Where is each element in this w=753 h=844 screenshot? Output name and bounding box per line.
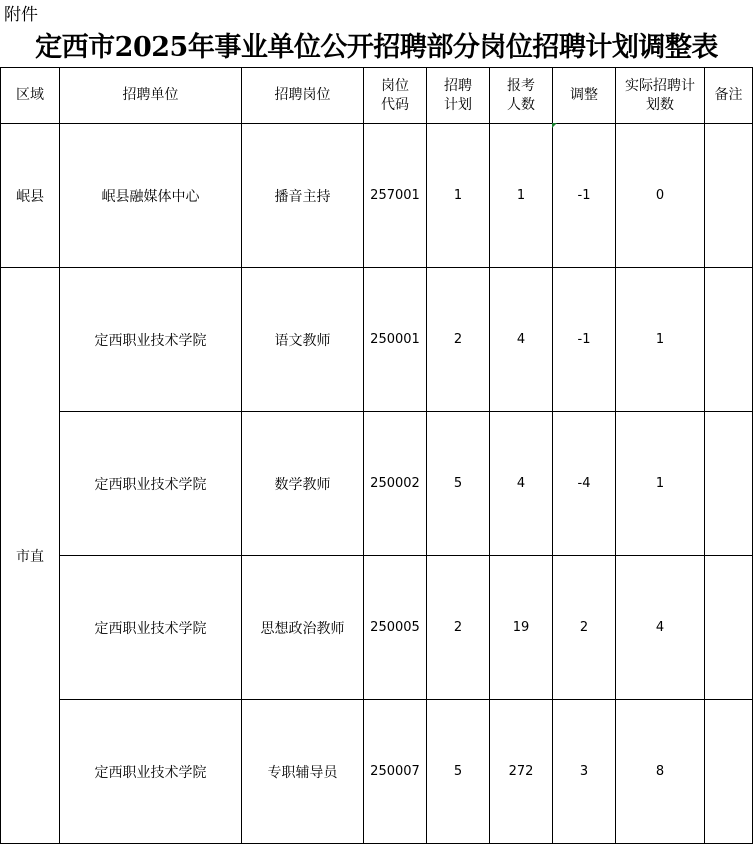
adjust-cell: -1 [553, 268, 616, 412]
header-applicants [490, 68, 553, 124]
header-position: 招聘岗位 [242, 68, 364, 124]
applicants-cell: 272 [490, 700, 553, 844]
remark-cell [705, 412, 753, 556]
plan-cell: 1 [427, 124, 490, 268]
remark-cell [705, 268, 753, 412]
header-applicants-line2: 人数 [507, 96, 535, 113]
region-cell: 岷县 [1, 124, 60, 268]
table-row [1, 700, 753, 844]
recruitment-adjustment-table [0, 67, 753, 844]
code-cell: 250005 [364, 556, 427, 700]
header-adjust: 调整 [553, 68, 616, 124]
position-cell: 数学教师 [242, 412, 364, 556]
plan-cell: 5 [427, 412, 490, 556]
actual-cell: 1 [616, 412, 705, 556]
unit-cell: 岷县融媒体中心 [60, 124, 242, 268]
position-cell: 专职辅导员 [242, 700, 364, 844]
unit-cell: 定西职业技术学院 [60, 412, 242, 556]
page-title: 定西市2025年事业单位公开招聘部分岗位招聘计划调整表 [35, 32, 718, 63]
adjust-cell: 2 [553, 556, 616, 700]
table-row [1, 268, 753, 412]
remark-cell [705, 124, 753, 268]
actual-cell: 4 [616, 556, 705, 700]
plan-cell: 2 [427, 268, 490, 412]
actual-cell: 0 [616, 124, 705, 268]
remark-cell [705, 700, 753, 844]
region-cell: 市直 [1, 268, 60, 844]
actual-cell: 1 [616, 268, 705, 412]
position-cell: 思想政治教师 [242, 556, 364, 700]
plan-cell: 5 [427, 700, 490, 844]
header-remark: 备注 [705, 68, 753, 124]
table-header-row [1, 68, 753, 124]
table-row [1, 124, 753, 268]
header-applicants-line1: 报考 [507, 77, 535, 94]
header-region: 区域 [1, 68, 60, 124]
unit-cell: 定西职业技术学院 [60, 556, 242, 700]
header-code-line1: 岗位 [381, 77, 409, 94]
adjust-cell: -4 [553, 412, 616, 556]
header-code [364, 68, 427, 124]
position-cell: 播音主持 [242, 124, 364, 268]
plan-cell: 2 [427, 556, 490, 700]
code-cell: 250007 [364, 700, 427, 844]
unit-cell: 定西职业技术学院 [60, 268, 242, 412]
applicants-cell: 4 [490, 412, 553, 556]
code-cell: 250002 [364, 412, 427, 556]
adjust-cell: 3 [553, 700, 616, 844]
remark-cell [705, 556, 753, 700]
table-row [1, 412, 753, 556]
code-cell: 257001 [364, 124, 427, 268]
header-unit: 招聘单位 [60, 68, 242, 124]
header-actual [616, 68, 705, 124]
applicants-cell: 4 [490, 268, 553, 412]
cell-comment-marker [552, 123, 557, 128]
position-cell: 语文教师 [242, 268, 364, 412]
table-row [1, 556, 753, 700]
actual-cell: 8 [616, 700, 705, 844]
attachment-label: 附件 [4, 5, 38, 25]
header-code-line2: 代码 [381, 96, 409, 113]
header-plan-line1: 招聘 [444, 77, 472, 94]
header-actual-line2: 划数 [646, 96, 674, 113]
header-plan-line2: 计划 [444, 96, 472, 113]
adjust-cell: -1 [553, 124, 616, 268]
header-plan [427, 68, 490, 124]
header-actual-line1: 实际招聘计 [625, 77, 695, 94]
applicants-cell: 19 [490, 556, 553, 700]
code-cell: 250001 [364, 268, 427, 412]
unit-cell: 定西职业技术学院 [60, 700, 242, 844]
applicants-cell: 1 [490, 124, 553, 268]
